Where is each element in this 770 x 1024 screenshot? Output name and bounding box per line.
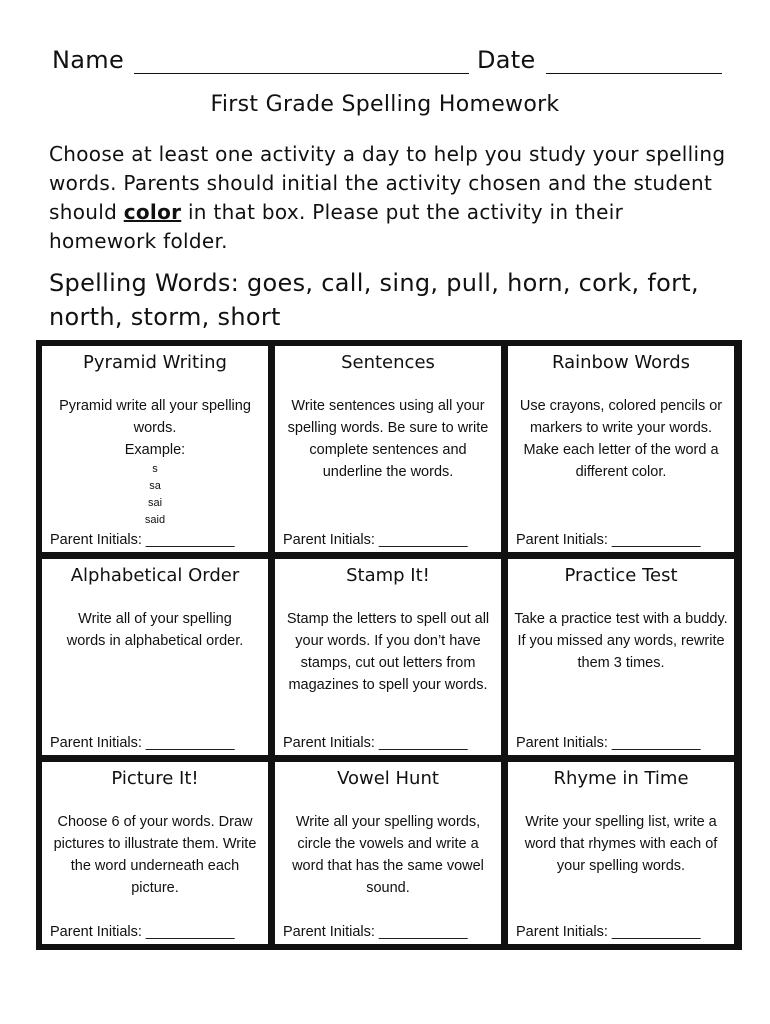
activity-picture-it[interactable] (40, 760, 270, 946)
parent-initials[interactable]: Parent Initials: ___________ (516, 532, 701, 548)
activity-text: Pyramid write all your spelling words. (59, 398, 251, 436)
activity-description: Take a practice test with a buddy. If you missed any words, rewrite them 3 times. (514, 611, 728, 671)
activity-stamp-it[interactable] (273, 557, 503, 757)
activity-title: Rhyme in Time (553, 768, 689, 789)
example-pyramid (42, 461, 268, 529)
parent-initials[interactable]: Parent Initials: ___________ (283, 735, 468, 751)
activity-title: Sentences (341, 352, 435, 373)
activity-practice-test[interactable] (506, 557, 736, 757)
instructions-emphasis: color (123, 200, 182, 224)
activity-title: Vowel Hunt (337, 768, 439, 789)
parent-initials[interactable]: Parent Initials: ___________ (283, 924, 468, 940)
activity-rhyme-in-time[interactable] (506, 760, 736, 946)
activity-description: Write sentences using all your spelling words. Be sure to write complete sentences and underline the words. (287, 398, 489, 480)
activity-alphabetical-order[interactable] (40, 557, 270, 757)
activity-title: Stamp It! (346, 565, 430, 586)
activity-pyramid-writing[interactable] (40, 344, 270, 554)
activity-title: Pyramid Writing (83, 352, 227, 373)
activity-description: Write your spelling list, write a word that rhymes with each of your spelling words. (524, 814, 718, 874)
parent-initials[interactable]: Parent Initials: ___________ (516, 924, 701, 940)
header-line (52, 46, 722, 74)
parent-initials[interactable]: Parent Initials: ___________ (50, 924, 235, 940)
name-label: Name (52, 46, 125, 74)
name-blank[interactable] (134, 51, 469, 74)
example-line: said (144, 514, 166, 526)
activity-description (48, 395, 262, 461)
activity-vowel-hunt[interactable] (273, 760, 503, 946)
activity-description: Use crayons, colored pencils or markers to write your words. Make each letter of the word a different color. (519, 398, 723, 480)
activity-title: Practice Test (564, 565, 678, 586)
activity-sentences[interactable] (273, 344, 503, 554)
activity-description: Choose 6 of your words. Draw pictures to illustrate them. Write the word underneath each picture. (53, 814, 257, 896)
parent-initials[interactable]: Parent Initials: ___________ (50, 532, 235, 548)
instructions (49, 140, 729, 256)
page-title: First Grade Spelling Homework (210, 92, 560, 117)
activity-title: Picture It! (111, 768, 199, 789)
example-line: sa (149, 480, 161, 492)
instructions-text-2: in that box. Please put the activity in their homework folder. (49, 200, 624, 253)
example-label: Example: (124, 442, 186, 458)
activity-rainbow-words[interactable] (506, 344, 736, 554)
parent-initials[interactable]: Parent Initials: ___________ (516, 735, 701, 751)
activity-description: Write all your spelling words, circle the vowels and write a word that has the same vowel sound. (292, 814, 484, 896)
activity-title: Rainbow Words (551, 352, 691, 373)
activity-description: Write all of your spelling words in alphabetical order. (66, 611, 244, 649)
activity-title: Alphabetical Order (70, 565, 240, 586)
parent-initials[interactable]: Parent Initials: ___________ (50, 735, 235, 751)
example-line: sai (147, 497, 163, 509)
date-label: Date (477, 46, 536, 74)
parent-initials[interactable]: Parent Initials: ___________ (283, 532, 468, 548)
date-blank[interactable] (546, 51, 722, 74)
instructions-text-1: Choose at least one activity a day to help you study your spelling words. Parents should initial the activity chosen and the student should (49, 142, 726, 224)
spelling-words: Spelling Words: goes, call, sing, pull, horn, cork, fort, north, storm, short (49, 269, 699, 331)
activity-grid (36, 340, 742, 950)
activity-description: Stamp the letters to spell out all your words. If you don’t have stamps, cut out letters from magazines to spell your words. (286, 611, 490, 693)
example-line: s (152, 463, 158, 475)
